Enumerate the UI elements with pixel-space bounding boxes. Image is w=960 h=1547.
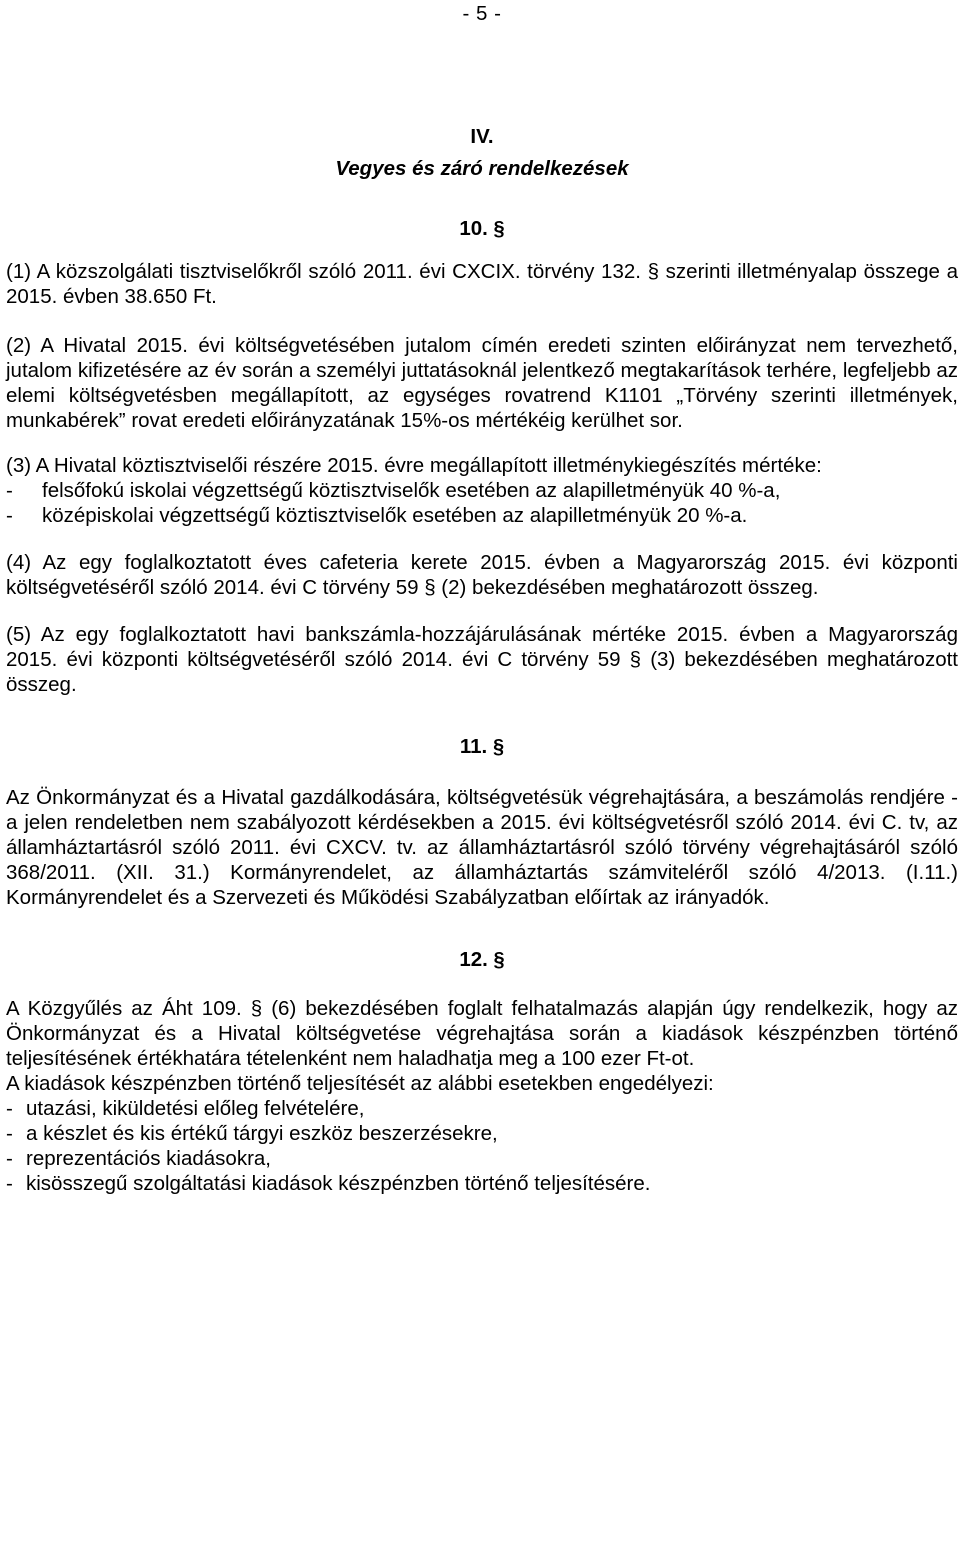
- page-number: - 5 -: [462, 2, 502, 25]
- dash-marker: -: [6, 1147, 13, 1170]
- list-item: [6, 1171, 958, 1196]
- list-item: [6, 503, 958, 528]
- section-sign: §: [492, 736, 505, 758]
- section-12-number: 12.: [459, 948, 488, 971]
- section-10-paragraph-1: (1) A közszolgálati tisztviselőkről szóló 2011. évi CXCIX. törvény 132. § szerinti illetményalap összege a 2015. évben 38.650 Ft.: [6, 260, 958, 308]
- section-12-paragraph-2: A kiadások készpénzben történő teljesítését az alábbi esetekben engedélyezi:: [6, 1072, 714, 1095]
- dash-marker: -: [6, 1122, 13, 1145]
- dash-marker: -: [6, 1172, 13, 1195]
- list-item-text: középiskolai végzettségű köztisztviselők esetében az alapilletményük 20 %-a.: [42, 504, 748, 527]
- section-10-paragraph-5: (5) Az egy foglalkoztatott havi bankszámla-hozzájárulásának mértéke 2015. évben a Magyarország 2015. évi központi költségvetéséről szóló 2014. évi C törvény 59 § (3) bekezdésében meghatározott összeg.: [6, 623, 958, 696]
- dash-marker: -: [6, 1097, 13, 1120]
- cash-payment-list: [6, 1096, 958, 1196]
- section-11-heading: [6, 733, 958, 761]
- list-item: [6, 1096, 958, 1121]
- chapter-number: IV.: [470, 125, 494, 148]
- section-10-paragraph-3: (3) A Hivatal köztisztviselői részére 2015. évre megállapított illetménykiegészítés mértéke:: [6, 454, 822, 477]
- chapter-title: Vegyes és záró rendelkezések: [335, 157, 629, 180]
- dash-marker: -: [6, 504, 13, 527]
- list-item: [6, 478, 958, 503]
- list-item-text: kisösszegű szolgáltatási kiadások készpénzben történő teljesítésére.: [26, 1172, 651, 1195]
- section-10-paragraph-2: (2) A Hivatal 2015. évi költségvetésében jutalom címén eredeti szinten előirányzat nem tervezhető, jutalom kifizetésére az év során a személyi juttatásoknál jelentkező megtakarítások terhére, legfeljebb az elemi költségvetésben megállapított, az egységes rovatrend K1101 „Törvény szerinti illetmények, munkabérek” rovat eredeti előirányzatának 15%-os mértékéig kerülhet sor.: [6, 334, 958, 432]
- section-11-paragraph-1: Az Önkormányzat és a Hivatal gazdálkodására, költségvetésük végrehajtására, a beszámolás rendjére - a jelen rendeletben nem szabályozott kérdésekben a 2015. évi költségvetésről szóló 2014. évi C. tv, az államháztartásról szóló 2011. évi CXCV. tv. az államháztartásról szóló törvény végrehajtásáról szóló 368/2011. (XII. 31.) Kormányrendelet, az államháztartás számviteléről szóló 4/2013. (I.11.) Kormányrendelet és a Szervezeti és Működési Szabályzatban előírtak az irányadók.: [6, 786, 958, 909]
- list-item: [6, 1121, 958, 1146]
- dash-marker: -: [6, 479, 13, 502]
- section-12-paragraph-1: A Közgyűlés az Áht 109. § (6) bekezdésében foglalt felhatalmazás alapján úgy rendelkezik, hogy az Önkormányzat és a Hivatal költségvetése végrehajtása során a kiadások készpénzben történő teljesítésének értékhatára tételenként nem haladhatja meg a 100 ezer Ft-ot.: [6, 997, 958, 1070]
- list-item-text: felsőfokú iskolai végzettségű köztisztviselők esetében az alapilletményük 40 %-a,: [42, 479, 781, 502]
- list-item-text: utazási, kiküldetési előleg felvételére,: [26, 1097, 365, 1120]
- section-10-paragraph-4: (4) Az egy foglalkoztatott éves cafeteria kerete 2015. évben a Magyarország 2015. évi központi költségvetéséről szóló 2014. évi C törvény 59 § (2) bekezdésében meghatározott összeg.: [6, 551, 958, 599]
- section-10-heading: [6, 215, 958, 243]
- list-item-text: a készlet és kis értékű tárgyi eszköz beszerzésekre,: [26, 1122, 498, 1145]
- section-11-number: 11.: [459, 735, 488, 758]
- section-10-number: 10.: [459, 217, 488, 240]
- section-12-heading: [6, 946, 958, 974]
- list-item: [6, 1146, 958, 1171]
- supplement-list: [6, 478, 958, 528]
- list-item-text: reprezentációs kiadásokra,: [26, 1147, 271, 1170]
- section-sign: §: [493, 949, 505, 971]
- section-sign: §: [493, 218, 505, 240]
- document-page: [6, 0, 958, 1196]
